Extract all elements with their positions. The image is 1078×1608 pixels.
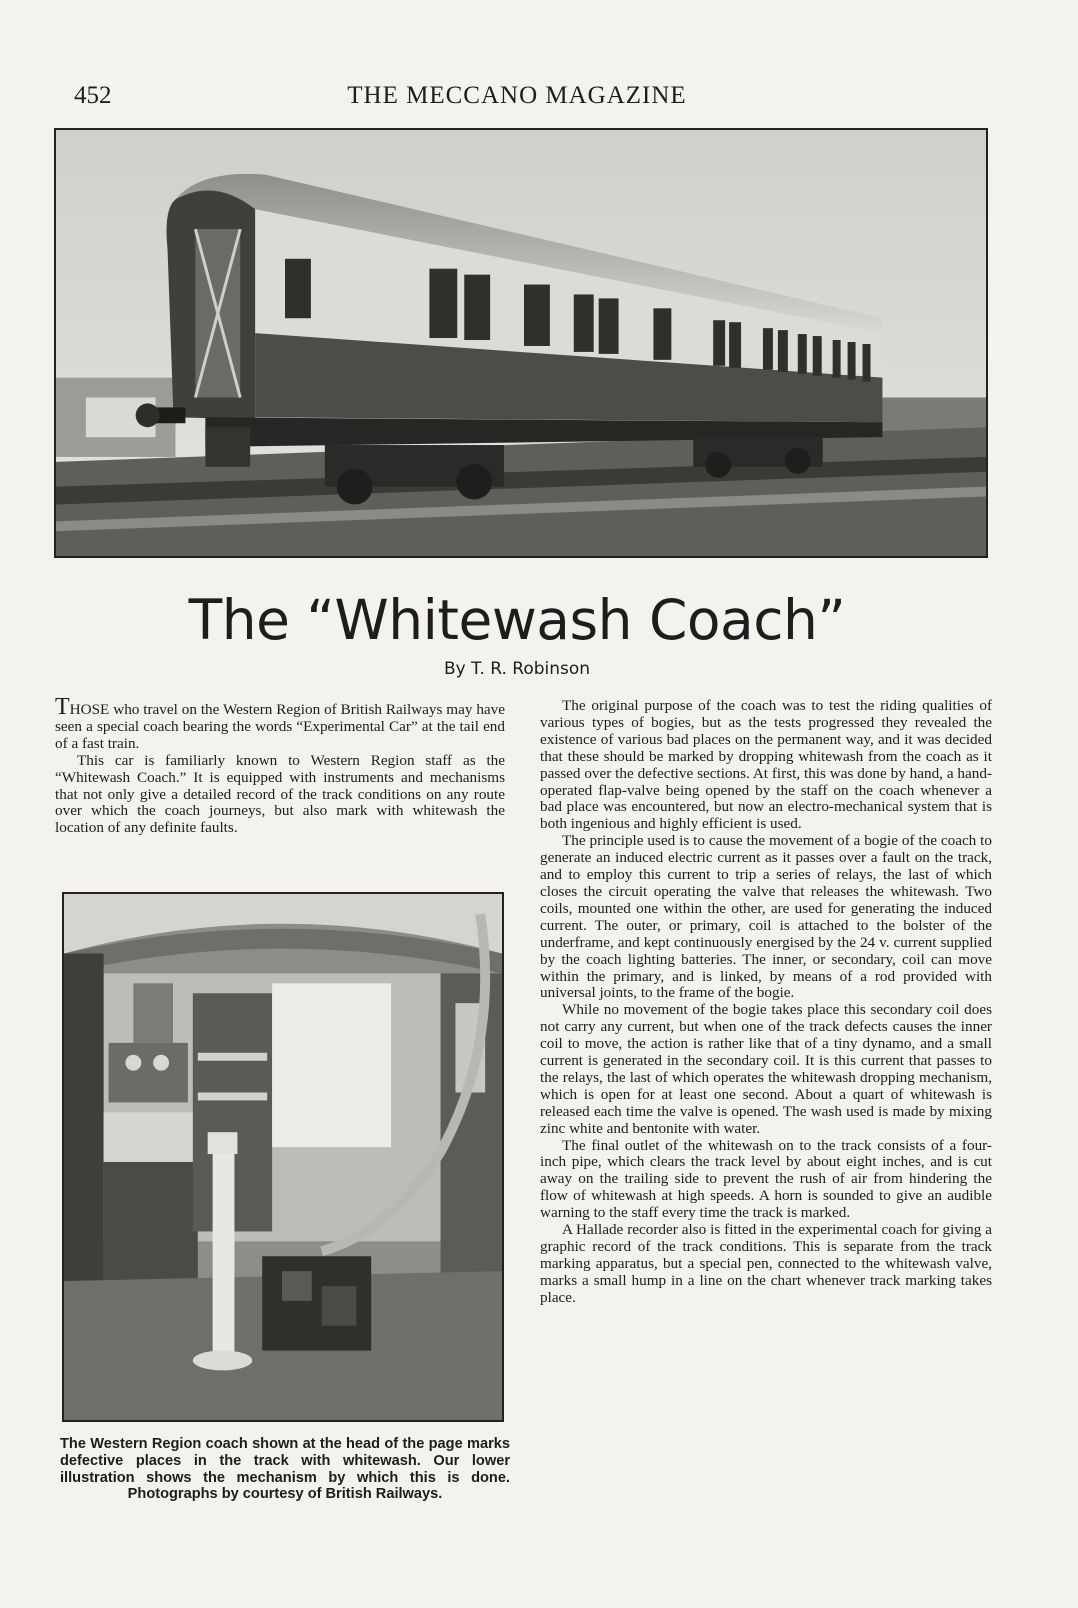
intro-paragraph bbox=[55, 694, 505, 753]
body-paragraph: The principle used is to cause the movement of a bogie of the coach to generate an induced electric current as it passes over a fault on the track, and to employ this current to trip a series of relays, the last of which closes the circuit operating the valve that releases the whitewash. Two coils, mounted one within the other, are used for generating the induced current. The outer, or primary, coil is attached to the bolster of the underframe, and kept continuously energised by the 24 v. current supplied by the coach lighting batteries. The inner, or secondary, coil can move within the primary, and is linked, by means of a rod provided with universal joints, to the frame of the bogie. bbox=[540, 832, 992, 1002]
article-byline: By T. R. Robinson bbox=[443, 659, 591, 679]
body-paragraph: The final outlet of the whitewash on to the track consists of a four-inch pipe, which clears the track level by about eight inches, and is cut away on the trailing side to prevent the rush of air from hindering the flow of whitewash at high speeds. A horn is sounded to give an audible warning to the staff every time the track is marked. bbox=[540, 1136, 992, 1222]
intro-paragraph-text: HOSE who travel on the Western Region of British Railways may have seen a special coach bearing the words “Experimental Car” at the tail end of a fast train. bbox=[55, 701, 505, 752]
left-column bbox=[55, 694, 505, 837]
right-column bbox=[540, 698, 992, 1307]
body-paragraph: The original purpose of the coach was to test the riding qualities of various types of bogies, but as the tests progressed they revealed the existence of various bad places on the permanent way, and it was decided that these should be marked by dropping whitewash from the coach as it passed over the defective sections. At first, this was done by hand, a hand-operated flap-valve being opened by the staff on the coach whenever a bad place was encountered, but now an electro-mechanical system that is both ingenious and highly efficient is used. bbox=[540, 697, 992, 833]
page-number: 452 bbox=[74, 82, 112, 109]
running-head: THE MECCANO MAGAZINE bbox=[347, 82, 687, 109]
body-paragraph: This car is familiarly known to Western Region staff as the “Whitewash Coach.” It is equipped with instruments and mechanisms that not only give a detailed record of the track conditions on any route over which the coach journeys, but also mark with whitewash the location of any definite faults. bbox=[55, 751, 505, 837]
body-paragraph: A Hallade recorder also is fitted in the experimental coach for giving a graphic record of the track conditions. This is separate from the track marking apparatus, but a special pen, connected to the whitewash valve, marks a small hump in a line on the chart whenever track marking takes place. bbox=[540, 1221, 992, 1306]
drop-cap: T bbox=[55, 694, 70, 720]
mechanism-photograph bbox=[62, 892, 504, 1422]
body-paragraph: While no movement of the bogie takes place this secondary coil does not carry any current, but when one of the track defects causes the inner coil to move, the action is rather like that of a tiny dynamo, and a small current is generated in the secondary coil. It is this current that passes to the relays, the last of which operates the whitewash dropping mechanism, which is open for at least one second. About a quart of whitewash is released each time the valve is opened. The wash used is made by mixing zinc white and bentonite with water. bbox=[540, 1001, 992, 1137]
article-title: The “Whitewash Coach” bbox=[188, 588, 846, 652]
photo-caption: The Western Region coach shown at the head of the page marks defective places in the track with whitewash. Our lower illustration shows the mechanism by which this is done. Photographs by courtesy of British Railways. bbox=[60, 1436, 510, 1503]
coach-photograph bbox=[54, 128, 988, 558]
